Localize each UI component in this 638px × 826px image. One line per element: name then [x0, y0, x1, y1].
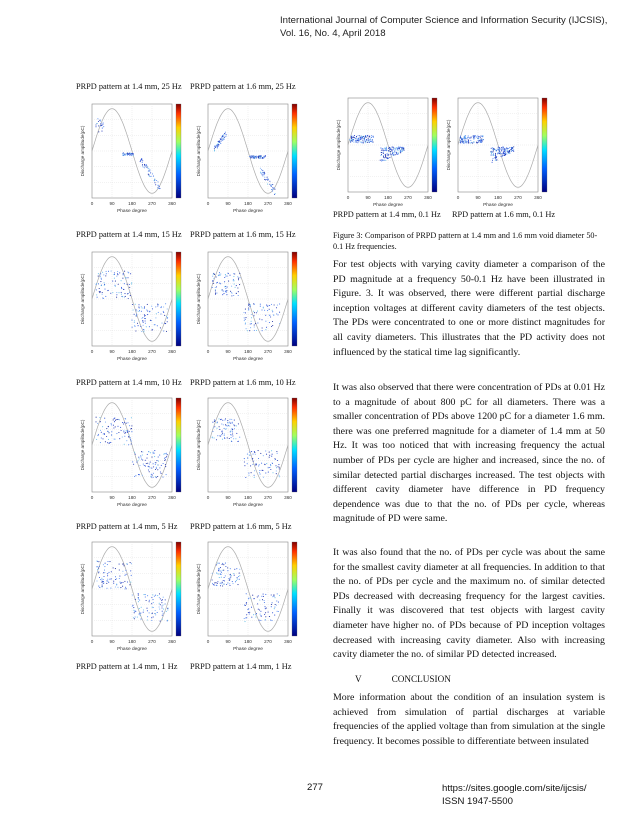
svg-text:90: 90: [109, 201, 115, 206]
svg-text:180: 180: [128, 495, 136, 500]
svg-text:Phase degree: Phase degree: [117, 647, 147, 652]
svg-text:0: 0: [206, 495, 210, 500]
svg-text:270: 270: [264, 349, 272, 354]
caption-8: PRPD pattern at 1.6 mm, 5 Hz: [190, 522, 292, 531]
svg-text:360: 360: [534, 195, 542, 200]
svg-text:270: 270: [264, 639, 272, 644]
svg-text:270: 270: [264, 495, 272, 500]
svg-text:180: 180: [384, 195, 392, 200]
svg-text:90: 90: [365, 195, 371, 200]
caption-3: PRPD pattern at 1.4 mm, 15 Hz: [76, 230, 182, 239]
svg-text:Discharge amplitude(pC): Discharge amplitude(pC): [80, 419, 85, 471]
svg-text:90: 90: [475, 195, 481, 200]
svg-text:270: 270: [404, 195, 412, 200]
svg-text:360: 360: [424, 195, 432, 200]
svg-text:180: 180: [494, 195, 502, 200]
svg-text:Phase degree: Phase degree: [117, 357, 147, 362]
svg-text:Phase degree: Phase degree: [233, 209, 263, 214]
svg-text:Discharge amplitude(pC): Discharge amplitude(pC): [196, 125, 201, 177]
svg-text:270: 270: [148, 349, 156, 354]
svg-text:90: 90: [225, 495, 231, 500]
svg-text:270: 270: [148, 639, 156, 644]
paragraph-1: [333, 258, 605, 360]
prpd-plot-4: [196, 246, 304, 366]
prpd-plot-9: [336, 92, 444, 212]
caption-1: PRPD pattern at 1.4 mm, 25 Hz: [76, 82, 182, 91]
svg-text:180: 180: [244, 639, 252, 644]
svg-text:Discharge amplitude(pC): Discharge amplitude(pC): [446, 119, 451, 171]
svg-text:360: 360: [168, 639, 176, 644]
caption-10: PRPD pattern at 1.4 mm, 1 Hz: [190, 662, 292, 671]
svg-text:0: 0: [90, 349, 94, 354]
svg-text:Phase degree: Phase degree: [373, 203, 403, 208]
svg-text:Discharge amplitude(pC): Discharge amplitude(pC): [80, 273, 85, 325]
svg-text:360: 360: [284, 495, 292, 500]
journal-volume: Vol. 16, No. 4, April 2018: [280, 28, 386, 39]
svg-text:0: 0: [90, 201, 94, 206]
svg-text:360: 360: [284, 639, 292, 644]
svg-text:Phase degree: Phase degree: [117, 209, 147, 214]
svg-text:Discharge amplitude(pC): Discharge amplitude(pC): [196, 563, 201, 615]
svg-text:360: 360: [168, 495, 176, 500]
svg-text:180: 180: [128, 639, 136, 644]
paragraph-2-text: It was also observed that there were concentration of PDs at 0.01 Hz to a magnitude of about 800 pC for all diameters. There was a smaller concentration of PDs above 1200 pC for a diameter 1.6 mm. there was one preferred magnitude for a diameter of 1.4 mm at 50 Hz. It was too noticed that with increasing frequency the actual number of PDs per cycle are higher and increased, since the no. of similar detected partial discharges increased. The test objects with different cavity diameter have difference in PD frequency dependence was due to that the no. of PDs per cycle, whereas magnitude of PD were same.: [333, 382, 605, 525]
svg-text:Phase degree: Phase degree: [483, 203, 513, 208]
journal-title: International Journal of Computer Science and Information Security (IJCSIS),: [280, 15, 608, 26]
svg-text:Phase degree: Phase degree: [233, 357, 263, 362]
paragraph-4: [333, 691, 605, 749]
svg-text:Discharge amplitude(pC): Discharge amplitude(pC): [80, 125, 85, 177]
svg-text:Discharge amplitude(pC): Discharge amplitude(pC): [196, 273, 201, 325]
svg-text:180: 180: [244, 349, 252, 354]
svg-text:0: 0: [346, 195, 350, 200]
svg-text:90: 90: [225, 349, 231, 354]
journal-header: [280, 14, 620, 40]
svg-text:180: 180: [128, 201, 136, 206]
caption-2: PRPD pattern at 1.6 mm, 25 Hz: [190, 82, 296, 91]
svg-text:0: 0: [90, 639, 94, 644]
caption-7: PRPD pattern at 1.4 mm, 5 Hz: [76, 522, 178, 531]
svg-text:Phase degree: Phase degree: [233, 647, 263, 652]
svg-text:Discharge amplitude(pC): Discharge amplitude(pC): [196, 419, 201, 471]
section-number: V: [355, 674, 362, 684]
svg-text:360: 360: [168, 201, 176, 206]
svg-text:90: 90: [109, 639, 115, 644]
prpd-plot-5: [80, 392, 188, 512]
svg-text:270: 270: [264, 201, 272, 206]
prpd-plot-10: [446, 92, 554, 212]
svg-text:Phase degree: Phase degree: [233, 503, 263, 508]
prpd-plot-8: [196, 536, 304, 656]
prpd-plot-3: [80, 246, 188, 366]
svg-text:Phase degree: Phase degree: [117, 503, 147, 508]
svg-text:180: 180: [244, 495, 252, 500]
page-number: 277: [307, 782, 324, 793]
svg-text:360: 360: [284, 349, 292, 354]
caption-9: PRPD pattern at 1.4 mm, 1 Hz: [76, 662, 178, 671]
svg-text:360: 360: [168, 349, 176, 354]
paragraph-2: [333, 381, 605, 527]
svg-text:180: 180: [244, 201, 252, 206]
svg-text:90: 90: [225, 201, 231, 206]
svg-text:0: 0: [90, 495, 94, 500]
paragraph-1-text: For test objects with varying cavity diameter a comparison of the PD magnitude at a frequency 50-0.1 Hz have been illustrated in Figure. 3. It was observed, there were different partial discharge inception voltages at different cavity diameters of the test objects. The PDs were concentrated to one or more distinct magnitudes for all cavity diameters. This illustrates that the PD activity does not influenced by the statical time lag significantly.: [333, 259, 605, 358]
caption-5: PRPD pattern at 1.4 mm, 10 Hz: [76, 378, 182, 387]
svg-text:0: 0: [206, 639, 210, 644]
svg-text:90: 90: [225, 639, 231, 644]
caption-4: PRPD pattern at 1.6 mm, 15 Hz: [190, 230, 296, 239]
paragraph-4-text: More information about the condition of an insulation system is achieved from simulation of partial discharges at variable frequencies of the applied voltage than from simulation at the single frequency. It becomes possible to differentiate between insulated: [333, 692, 605, 747]
figure-caption: Figure 3: Comparison of PRPD pattern at 1.4 mm and 1.6 mm void diameter 50-0.1 Hz frequencies.: [333, 231, 598, 251]
svg-text:0: 0: [206, 201, 210, 206]
svg-text:90: 90: [109, 495, 115, 500]
paragraph-3: [333, 546, 605, 663]
footer-issn: ISSN 1947-5500: [442, 796, 513, 807]
svg-text:270: 270: [514, 195, 522, 200]
section-title: CONCLUSION: [391, 674, 451, 684]
svg-text:Discharge amplitude(pC): Discharge amplitude(pC): [336, 119, 341, 171]
svg-text:0: 0: [206, 349, 210, 354]
prpd-plot-2: [196, 98, 304, 218]
caption-12: RPD pattern at 1.6 mm, 0.1 Hz: [452, 210, 556, 219]
prpd-plot-7: [80, 536, 188, 656]
footer-info: [442, 782, 587, 808]
section-heading: [333, 674, 605, 684]
caption-6: PRPD pattern at 1.6 mm, 10 Hz: [190, 378, 296, 387]
svg-text:270: 270: [148, 495, 156, 500]
paragraph-3-text: It was also found that the no. of PDs per cycle was about the same for the smallest cavity diameter at all frequencies. In addition to that the no. of PDs per cycle and the maximum no. of similar detected PDs decreased with decreasing frequency for the largest cavities. Finally it was discovered that test objects with largest cavity diameter have higher no. of PDs because of PD inception voltages decreased with increasing cavity diameter. Also with increasing cavity diameter the no. of similar PD detected increased.: [333, 547, 605, 661]
svg-text:Discharge amplitude(pC): Discharge amplitude(pC): [80, 563, 85, 615]
prpd-plot-6: [196, 392, 304, 512]
prpd-plot-1: [80, 98, 188, 218]
svg-text:180: 180: [128, 349, 136, 354]
svg-text:90: 90: [109, 349, 115, 354]
svg-text:270: 270: [148, 201, 156, 206]
svg-text:360: 360: [284, 201, 292, 206]
svg-text:0: 0: [456, 195, 460, 200]
footer-url: https://sites.google.com/site/ijcsis/: [442, 783, 587, 794]
caption-11: PRPD pattern at 1.4 mm, 0.1 Hz: [333, 210, 441, 219]
